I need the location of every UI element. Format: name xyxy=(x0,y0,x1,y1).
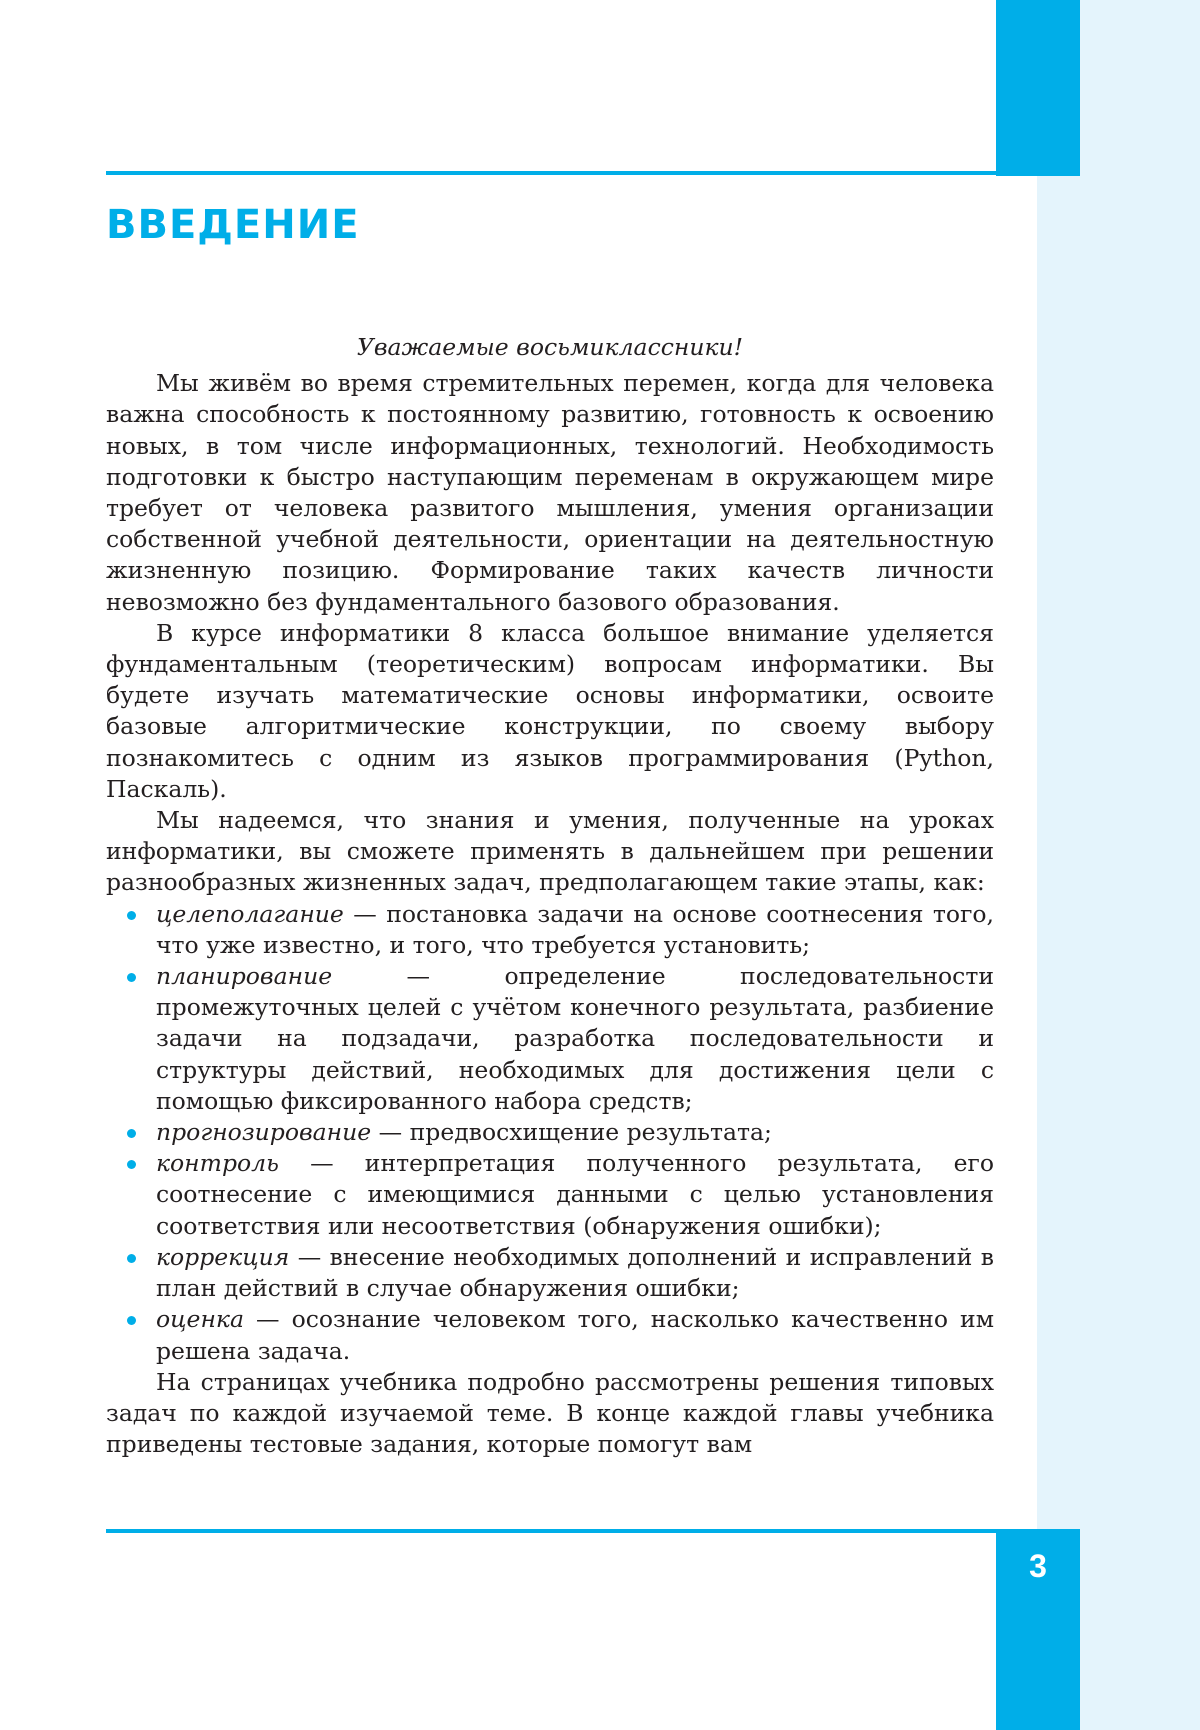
paragraph-1: Мы живём во время стремительных перемен, когда для человека важна способность к постоянному развитию, готовность к освоению новых, в том числе информационных, технологий. Необходимость подготовки к быстро наступающим переменам в окружающем мире требует от человека развитого мышления, умения организации собственной учебной деятельности, ориентации на деятельностную жизненную позицию. Формирование таких качеств личности невозможно без фундаментального базового образования. xyxy=(106,369,994,616)
list-item xyxy=(106,1148,994,1242)
list-item xyxy=(106,899,994,961)
bullet-icon xyxy=(127,1254,136,1263)
stage-term: прогнозирование xyxy=(156,1118,372,1147)
stage-term: оценка xyxy=(156,1305,244,1334)
bullet-icon xyxy=(127,1160,136,1169)
page-title: ВВЕДЕНИЕ xyxy=(106,202,360,248)
stage-term: коррекция xyxy=(156,1242,290,1271)
salutation: Уважаемые восьмиклассники! xyxy=(356,333,744,361)
stage-term: целеполагание xyxy=(156,899,344,928)
stage-description: — осознание человеком того, насколько качественно им решена задача. xyxy=(156,1305,994,1365)
bullet-icon xyxy=(127,1316,136,1325)
stages-list xyxy=(106,899,994,1367)
bullet-icon xyxy=(127,911,136,920)
side-margin-strip xyxy=(1037,0,1200,1730)
page-body xyxy=(106,332,994,1460)
list-item xyxy=(106,1242,994,1304)
page-number: 3 xyxy=(1029,1548,1047,1584)
stage-description: — предвосхищение результата; xyxy=(371,1118,772,1147)
bullet-icon xyxy=(127,973,136,982)
bottom-rule xyxy=(106,1529,996,1533)
bullet-icon xyxy=(127,1129,136,1138)
list-item xyxy=(106,961,994,1117)
stage-term: планирование xyxy=(156,962,333,991)
top-rule xyxy=(106,171,996,175)
stage-term: контроль xyxy=(156,1149,279,1178)
stage-description: — определение последовательности промежуточных целей с учётом конечного результата, разбиение задачи на подзадачи, разработка последовательности и структуры действий, необходимых для достижения цели с помощью фиксированного набора средств; xyxy=(156,962,994,1115)
paragraph-3: Мы надеемся, что знания и умения, полученные на уроках информатики, вы сможете применять в дальнейшем при решении разнообразных жизненных задач, предполагающем такие этапы, как: xyxy=(106,806,994,897)
list-item xyxy=(106,1304,994,1366)
closing-paragraph: На страницах учебника подробно рассмотрены решения типовых задач по каждой изучаемой теме. В конце каждой главы учебника приведены тестовые задания, которые помогут вам xyxy=(106,1367,994,1459)
chapter-tab-top xyxy=(996,0,1080,176)
paragraph-2: В курсе информатики 8 класса большое внимание уделяется фундаментальным (теоретическим) вопросам информатики. Вы будете изучать математические основы информатики, освоите базовые алгоритмические конструкции, по своему выбору познакомитесь с одним из языков программирования (Python, Паскаль). xyxy=(106,618,994,803)
stage-description: — постановка задачи на основе соотнесения того, что уже известно, и того, что требуется установить; xyxy=(156,899,994,959)
stage-description: — внесение необходимых дополнений и исправлений в план действий в случае обнаружения ошибки; xyxy=(156,1242,994,1303)
stage-description: — интерпретация полученного результата, его соотнесение с имеющимися данными с целью установления соответствия или несоответствия (обнаружения ошибки); xyxy=(156,1149,994,1240)
list-item xyxy=(106,1117,994,1148)
